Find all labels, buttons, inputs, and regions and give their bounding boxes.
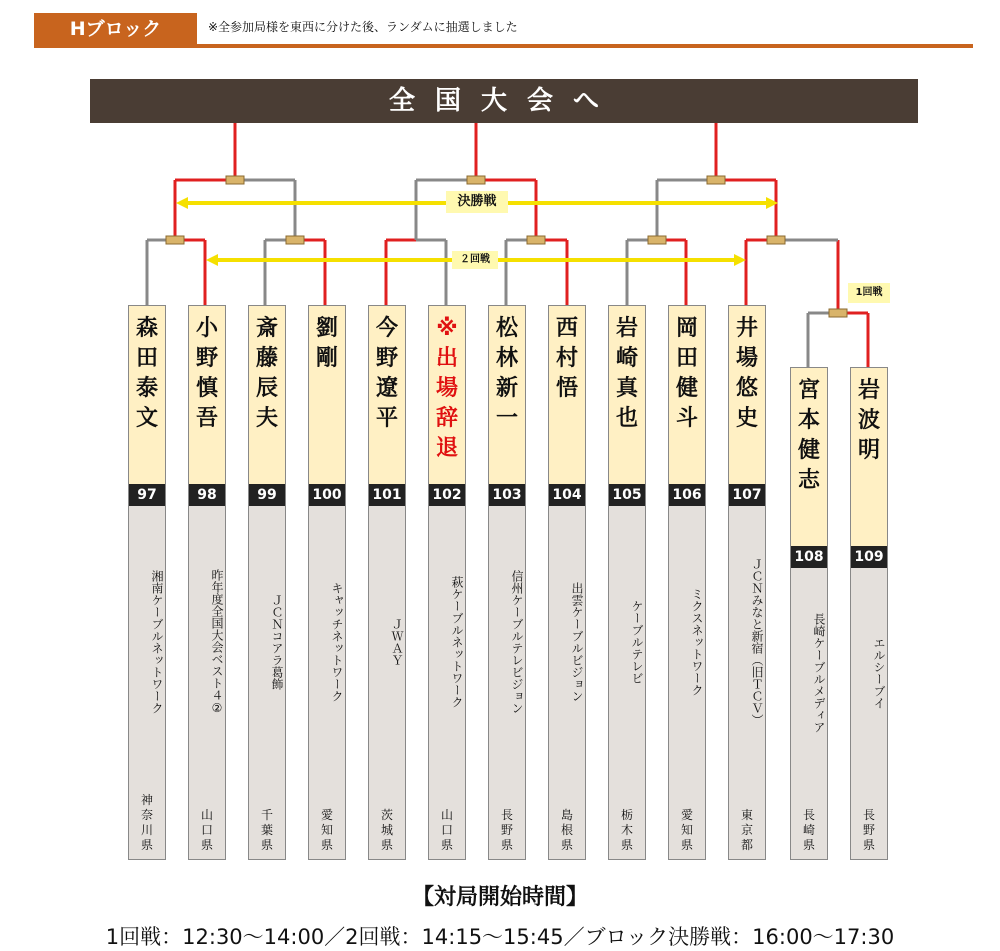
player-card <box>668 305 706 860</box>
player-name: 松 林 新 一 <box>495 316 518 431</box>
player-card <box>790 367 828 860</box>
player-name: 岡 田 健 斗 <box>675 316 698 431</box>
player-name-area <box>369 306 405 484</box>
bracket-junction <box>226 176 244 184</box>
player-name: 斎 藤 辰 夫 <box>255 316 278 431</box>
player-name: 小 野 慎 吾 <box>195 316 218 431</box>
second-round-label: ２回戦 <box>452 251 498 269</box>
player-organization: 湘南ケーブルネットワーク <box>150 569 164 714</box>
player-prefecture: 山 口 県 <box>200 808 213 852</box>
player-name-area <box>609 306 645 484</box>
first-round-label: 1回戦 <box>848 283 890 303</box>
player-prefecture: 長 野 県 <box>500 808 513 852</box>
nationals-banner: 全国大会へ <box>90 79 918 123</box>
player-card <box>548 305 586 860</box>
player-name-area <box>669 306 705 484</box>
player-card <box>128 305 166 860</box>
player-name-area <box>729 306 765 484</box>
player-number: 105 <box>609 484 645 506</box>
player-card <box>188 305 226 860</box>
bracket-junction <box>829 309 847 317</box>
player-number: 109 <box>851 546 887 568</box>
player-organization: 萩ケーブルネットワーク <box>450 575 464 708</box>
player-number: 103 <box>489 484 525 506</box>
player-name-area <box>549 306 585 484</box>
player-name-area <box>129 306 165 484</box>
player-organization: 信州ケーブルテレビジョン <box>510 569 524 714</box>
player-organization: ケーブルテレビ <box>630 599 644 684</box>
player-prefecture: 山 口 県 <box>440 808 453 852</box>
player-number: 97 <box>129 484 165 506</box>
player-name-area <box>489 306 525 484</box>
block-title: Hブロック <box>34 13 197 46</box>
player-name-area <box>249 306 285 484</box>
player-organization: ＪＣＮみなと新宿（旧ＴＣＶ） <box>750 557 764 726</box>
player-organization: キャッチネットワーク <box>330 581 344 702</box>
player-organization: ＪＷＡＹ <box>390 617 404 666</box>
player-name: 西 村 悟 <box>555 316 578 401</box>
player-name: 井 場 悠 史 <box>735 316 758 431</box>
bracket-junction <box>707 176 725 184</box>
player-prefecture: 愛 知 県 <box>680 808 693 852</box>
player-organization: 出雲ケーブルビジョン <box>570 581 584 702</box>
bracket-junction <box>166 236 184 244</box>
player-number: 98 <box>189 484 225 506</box>
player-name: 劉 剛 <box>315 316 338 371</box>
schedule-times: 1回戦：12:30〜14:00／2回戦：14:15〜15:45／ブロック決勝戦：16:00〜17:30 <box>105 925 895 949</box>
player-number: 108 <box>791 546 827 568</box>
player-prefecture: 神 奈 川 県 <box>140 793 153 852</box>
player-prefecture: 千 葉 県 <box>260 808 273 852</box>
player-card <box>728 305 766 860</box>
draw-note: ※全参加局様を東西に分けた後、ランダムに抽選しました <box>208 20 518 34</box>
player-card <box>368 305 406 860</box>
player-number: 99 <box>249 484 285 506</box>
player-name-area <box>429 306 465 484</box>
player-organization: ミクスネットワーク <box>690 587 704 696</box>
player-name-area <box>791 368 827 546</box>
player-number: 106 <box>669 484 705 506</box>
player-prefecture: 島 根 県 <box>560 808 573 852</box>
player-name: 今 野 遼 平 <box>375 316 398 431</box>
player-number: 102 <box>429 484 465 506</box>
player-name: 宮 本 健 志 <box>797 378 820 493</box>
player-organization: ＪＣＮコアラ葛飾 <box>270 593 284 690</box>
player-name: ※ 出 場 辞 退 <box>435 316 458 461</box>
player-prefecture: 長 崎 県 <box>802 808 815 852</box>
player-prefecture: 愛 知 県 <box>320 808 333 852</box>
player-card <box>428 305 466 860</box>
player-name-area <box>851 368 887 546</box>
player-organization: 昨年度全国大会ベスト４② <box>210 568 224 715</box>
player-card <box>308 305 346 860</box>
player-name-area <box>309 306 345 484</box>
bracket-junction <box>648 236 666 244</box>
player-number: 101 <box>369 484 405 506</box>
player-card <box>850 367 888 860</box>
player-card <box>608 305 646 860</box>
player-card <box>488 305 526 860</box>
player-prefecture: 長 野 県 <box>862 808 875 852</box>
bracket-junction <box>286 236 304 244</box>
player-card <box>248 305 286 860</box>
player-name-area <box>189 306 225 484</box>
bracket-junction <box>527 236 545 244</box>
player-organization: エルシーブイ <box>872 636 886 709</box>
player-prefecture: 茨 城 県 <box>380 808 393 852</box>
player-name: 岩 波 明 <box>857 378 880 463</box>
player-organization: 長崎ケーブルメディア <box>812 612 826 733</box>
player-name: 森 田 泰 文 <box>135 316 158 431</box>
bracket-junction <box>767 236 785 244</box>
final-round-label: 決勝戦 <box>446 191 508 213</box>
player-number: 107 <box>729 484 765 506</box>
schedule-title: 【対局開始時間】 <box>411 885 588 910</box>
bracket-junction <box>467 176 485 184</box>
player-number: 100 <box>309 484 345 506</box>
player-prefecture: 栃 木 県 <box>620 808 633 852</box>
player-number: 104 <box>549 484 585 506</box>
player-prefecture: 東 京 都 <box>740 808 753 852</box>
player-name: 岩 崎 真 也 <box>615 316 638 431</box>
